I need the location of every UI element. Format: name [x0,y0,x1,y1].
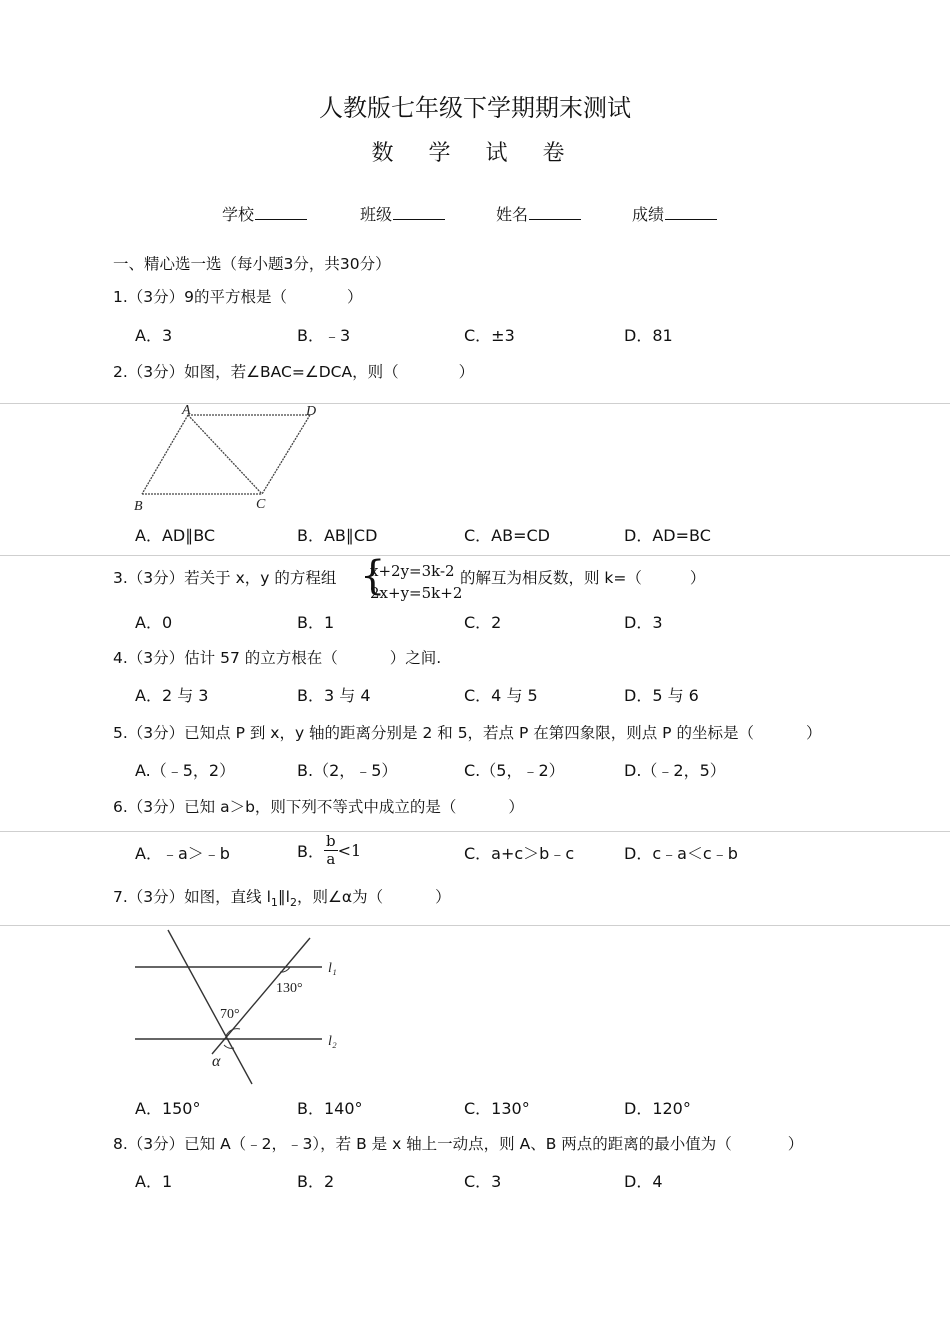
q7-option-d[interactable]: D．120° [624,1099,691,1118]
question-8-stem: 8.（3分）已知 A（﹣2，﹣3），若 B 是 x 轴上一动点，则 A、B 两点的距离的最小值为（ ） [113,1135,804,1153]
question-3-stem-end: 的解互为相反数，则 k=（ ） [460,569,706,587]
divider [0,831,950,832]
fraction-b-over-a: $\frac{b}{a}$ [325,832,336,868]
question-1-stem: 1.（3分）9的平方根是（ ） [113,288,363,306]
score-field[interactable] [632,202,717,225]
q3-option-b[interactable]: B．1 [297,613,335,632]
q4-option-d[interactable]: D．5 与 6 [624,686,699,705]
label-alpha: α [212,1053,221,1070]
label-c: C [256,497,266,512]
class-field[interactable] [360,202,445,225]
name-label: 姓名 [496,205,529,224]
question-2-stem: 2.（3分）如图，若∠BAC=∠DCA，则（ ） [113,363,475,381]
class-blank[interactable] [393,205,445,220]
label-d: D [306,404,317,419]
q2-option-c[interactable]: C．AB=CD [464,526,550,545]
score-blank[interactable] [665,205,717,220]
q1-option-c[interactable]: C．±3 [464,326,515,345]
q7-option-b[interactable]: B．140° [297,1099,363,1118]
label-l2: l₂ [328,1034,337,1049]
parallel-lines-figure [130,926,350,1086]
class-label: 班级 [360,205,393,224]
q8-option-b[interactable]: B．2 [297,1172,335,1191]
q5-option-b[interactable]: B.（2，﹣5） [297,761,398,780]
question-6-stem: 6.（3分）已知 a＞b，则下列不等式中成立的是（ ） [113,798,524,816]
q4-option-a[interactable]: A．2 与 3 [135,686,209,705]
q2-option-b[interactable]: B．AB∥CD [297,526,378,545]
label-b: B [134,499,143,514]
divider [0,555,950,556]
q4-option-c[interactable]: C．4 与 5 [464,686,538,705]
label-a: A [182,403,191,418]
label-70: 70° [220,1007,240,1022]
q6-option-c[interactable]: C．a+c＞b﹣c [464,844,575,863]
q5-option-d[interactable]: D.（﹣2，5） [624,761,726,780]
q3-option-d[interactable]: D．3 [624,613,663,632]
q2-option-d[interactable]: D．AD=BC [624,526,711,545]
q8-option-c[interactable]: C．3 [464,1172,502,1191]
q4-option-b[interactable]: B．3 与 4 [297,686,371,705]
q1-option-b[interactable]: B．﹣3 [297,326,351,345]
q6-option-d[interactable]: D．c﹣a＜c﹣b [624,844,738,863]
equation-2: 2x+y=5k+2 [370,584,463,602]
q8-option-a[interactable]: A．1 [135,1172,173,1191]
label-l1: l₁ [328,961,337,976]
page-title: 人教版七年级下学期期末测试 [319,94,631,122]
q8-option-d[interactable]: D．4 [624,1172,663,1191]
section-heading: 一、精心选一选（每小题3分，共30分） [113,255,391,273]
q6-option-a[interactable]: A．﹣a＞﹣b [135,844,230,863]
school-field[interactable] [222,202,307,225]
label-130: 130° [276,981,303,996]
parallelogram-figure [130,402,330,514]
score-label: 成绩 [632,205,665,224]
q3-option-c[interactable]: C．2 [464,613,502,632]
q7-option-a[interactable]: A．150° [135,1099,201,1118]
question-7-stem: 7.（3分）如图，直线 $l_1\parallel l_2$，则∠α为（ ） [113,888,451,910]
name-field[interactable] [496,202,581,225]
question-3-stem: 3.（3分）若关于 x，y 的方程组 [113,569,337,587]
question-4-stem: 4.（3分）估计 57 的立方根在（ ）之间. [113,649,442,667]
q5-option-a[interactable]: A.（﹣5，2） [135,761,236,780]
page-subtitle: 数 学 试 卷 [371,141,579,166]
q1-option-d[interactable]: D．81 [624,326,673,345]
school-blank[interactable] [255,205,307,220]
q3-option-a[interactable]: A．0 [135,613,173,632]
name-blank[interactable] [529,205,581,220]
equation-1: x+2y=3k-2 [370,562,455,580]
q1-option-a[interactable]: A．3 [135,326,173,345]
q7-option-c[interactable]: C．130° [464,1099,530,1118]
q5-option-c[interactable]: C.（5，﹣2） [464,761,565,780]
q6-option-b[interactable]: B． $\frac{b}{a}$ <1 [297,832,362,868]
school-label: 学校 [222,205,255,224]
equation-system: { x+2y=3k-2 2x+y=5k+2 [360,553,463,602]
q2-option-a[interactable]: A．AD∥BC [135,526,216,545]
question-5-stem: 5.（3分）已知点 P 到 x，y 轴的距离分别是 2 和 5，若点 P 在第四象限，则点 P 的坐标是（ ） [113,724,822,742]
